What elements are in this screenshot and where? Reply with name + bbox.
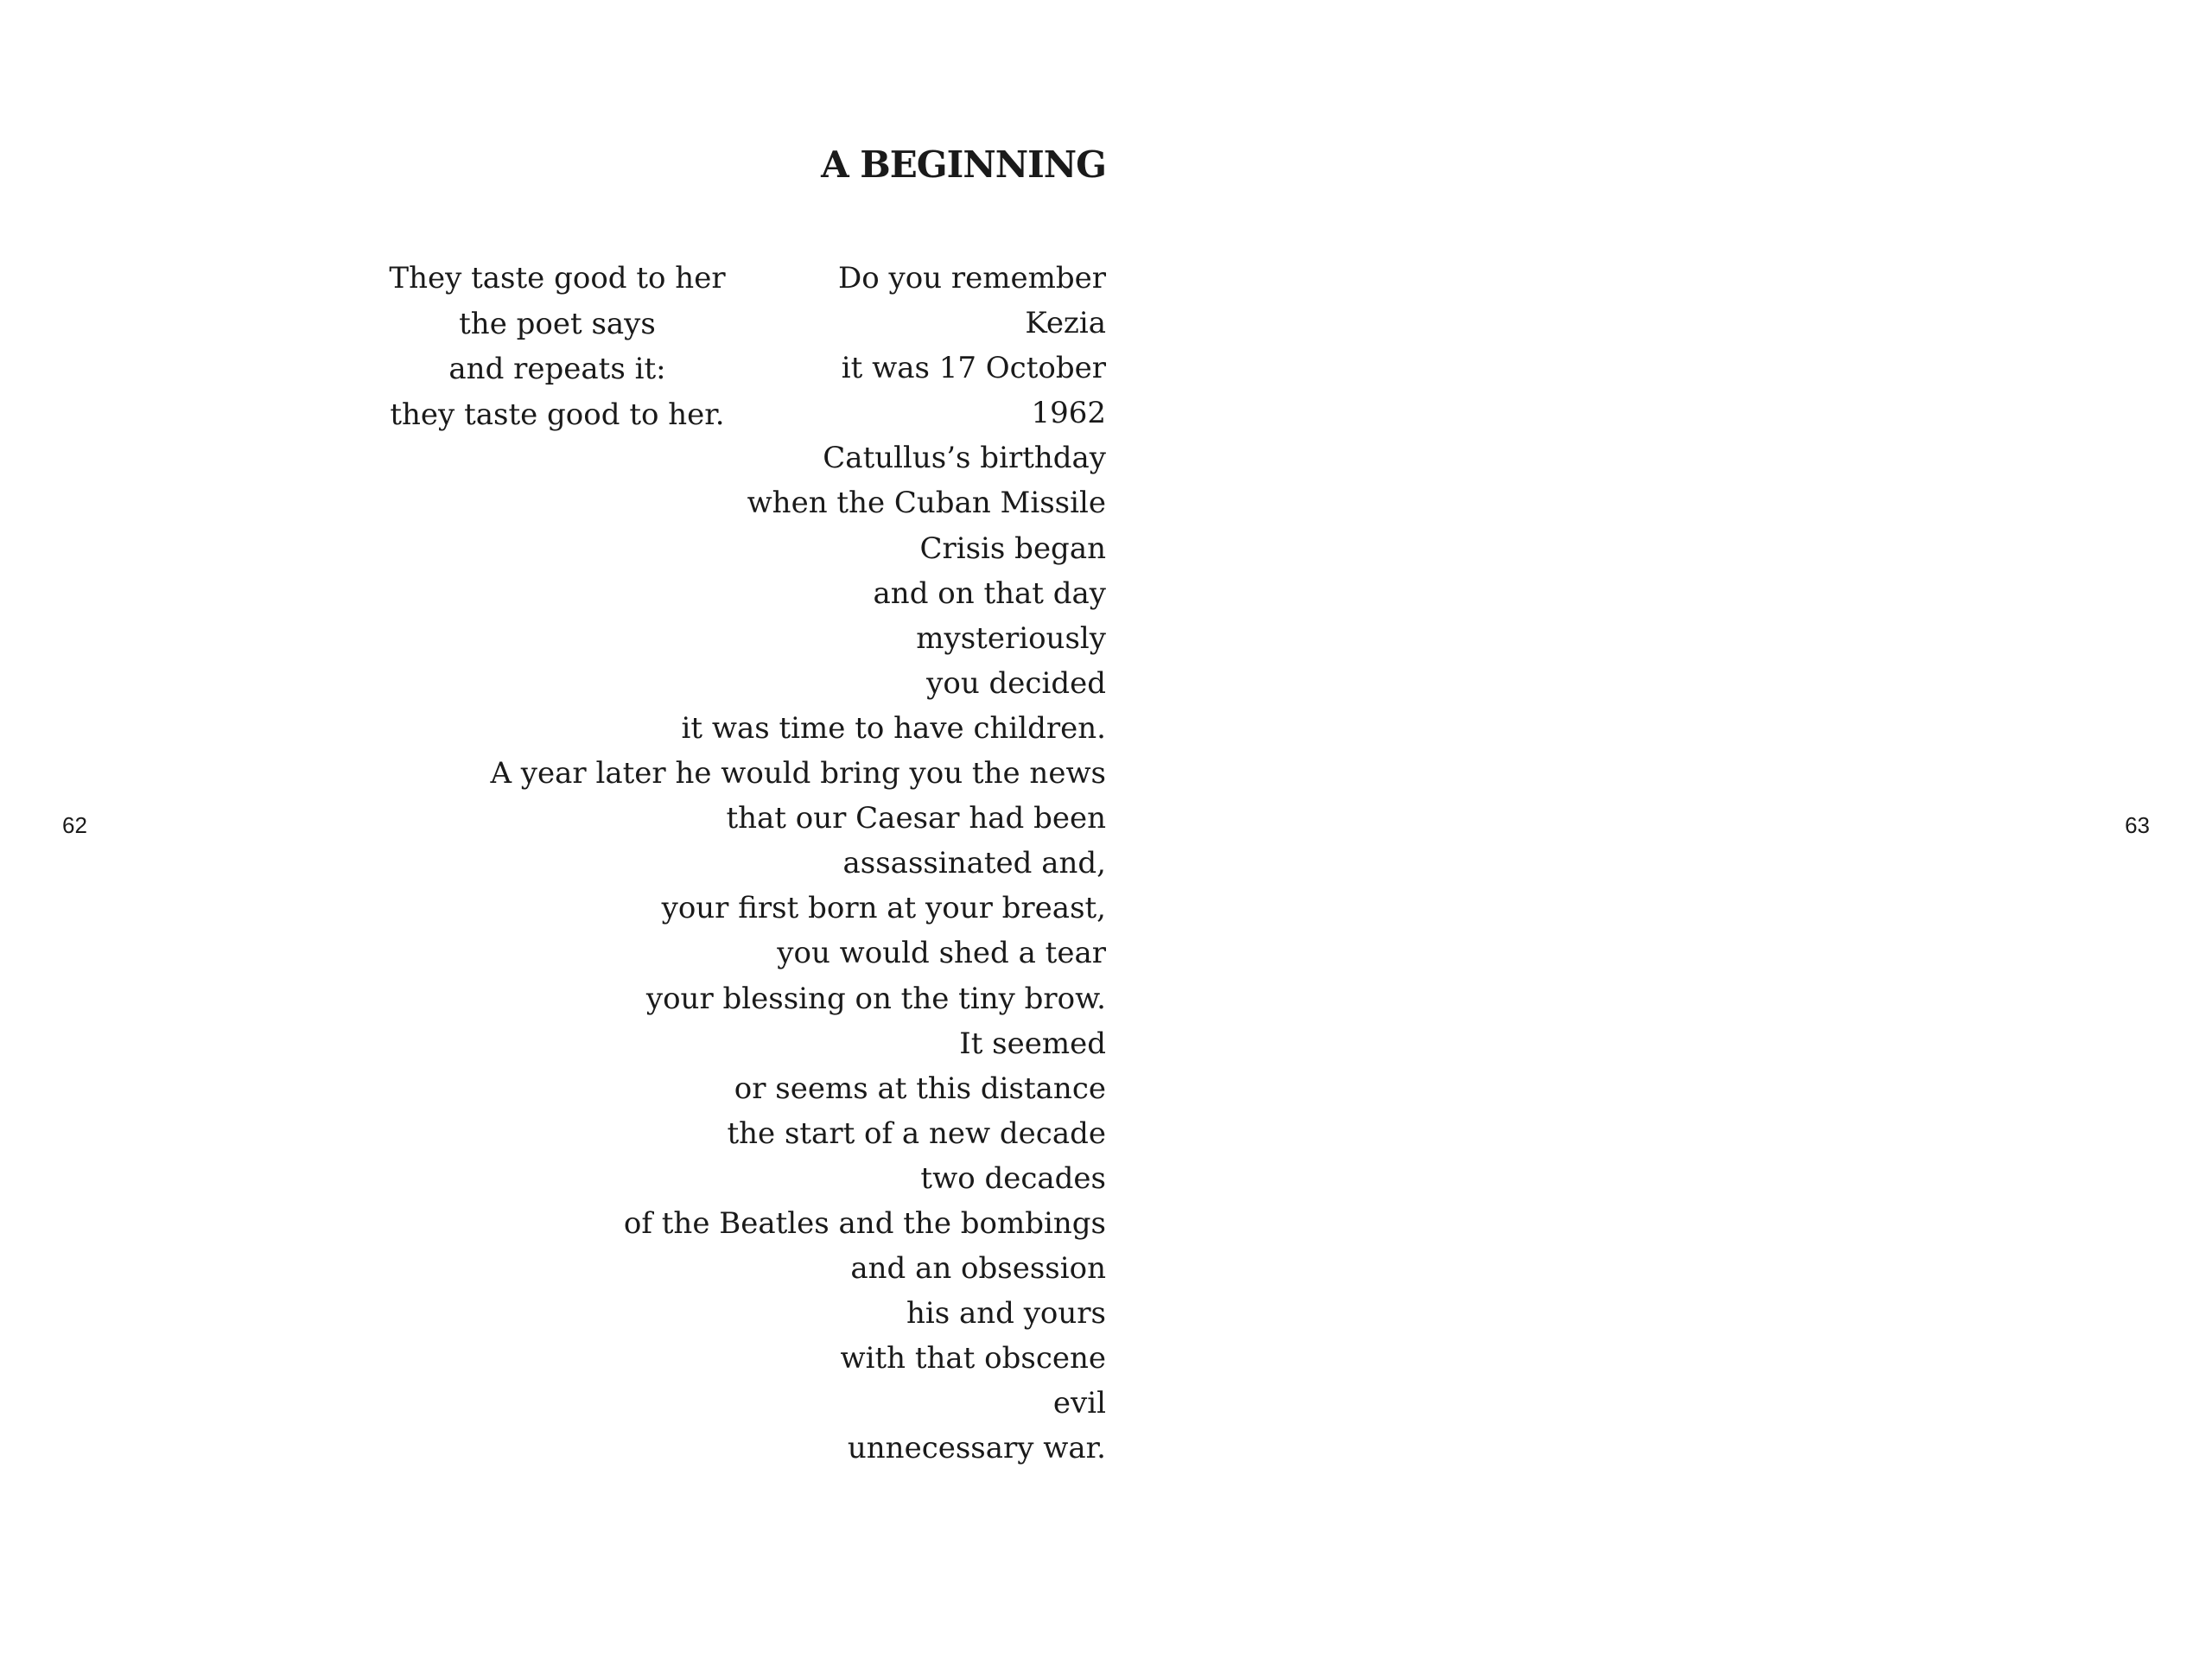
- poem-line: the start of a new decade: [727, 1116, 1106, 1151]
- poem-line: evil: [1052, 1386, 1106, 1421]
- poem-line: that our Caesar had been: [726, 801, 1106, 836]
- poem-line: Catullus’s birthday: [823, 441, 1106, 476]
- poem-line: it was 17 October: [841, 351, 1106, 386]
- poem-line: Kezia: [1025, 306, 1106, 341]
- poem-title: A BEGINNING: [821, 143, 1106, 186]
- poem-line: Do you remember: [837, 261, 1106, 296]
- poem-line: you decided: [926, 665, 1106, 701]
- poem-line: when the Cuban Missile: [747, 486, 1106, 521]
- poem-line: they taste good to her.: [390, 397, 725, 432]
- poem-line: with that obscene: [840, 1341, 1106, 1376]
- poem-line: the poet says: [459, 306, 656, 341]
- poem-body: [490, 256, 1106, 1471]
- poem-line: your first born at your breast,: [661, 891, 1106, 926]
- poem-line: unnecessary war.: [847, 1431, 1106, 1466]
- poem-line: your blessing on the tiny brow.: [645, 981, 1106, 1016]
- poem-line: and repeats it:: [448, 352, 666, 386]
- poem-line: A year later he would bring you the news: [490, 756, 1106, 791]
- poem-line: assassinated and,: [842, 846, 1106, 881]
- page-number-right: 63: [2125, 812, 2150, 838]
- poem-line: Crisis began: [919, 531, 1106, 566]
- poem-line: mysteriously: [916, 620, 1106, 656]
- poem-line: and on that day: [873, 575, 1106, 611]
- poem-line: two decades: [920, 1160, 1106, 1196]
- poem-line: or seems at this distance: [734, 1071, 1106, 1106]
- poem-line: 1962: [1031, 396, 1106, 431]
- poem-line: of the Beatles and the bombings: [623, 1205, 1106, 1241]
- poem-line: and an obsession: [850, 1251, 1106, 1287]
- page-number-left: 62: [62, 812, 87, 838]
- poem-line: his and yours: [906, 1296, 1106, 1332]
- poem-line: They taste good to her: [389, 261, 726, 296]
- poem-line: it was time to have children.: [681, 710, 1106, 746]
- poem-line: It seemed: [959, 1026, 1106, 1061]
- poem-line: you would shed a tear: [777, 936, 1106, 971]
